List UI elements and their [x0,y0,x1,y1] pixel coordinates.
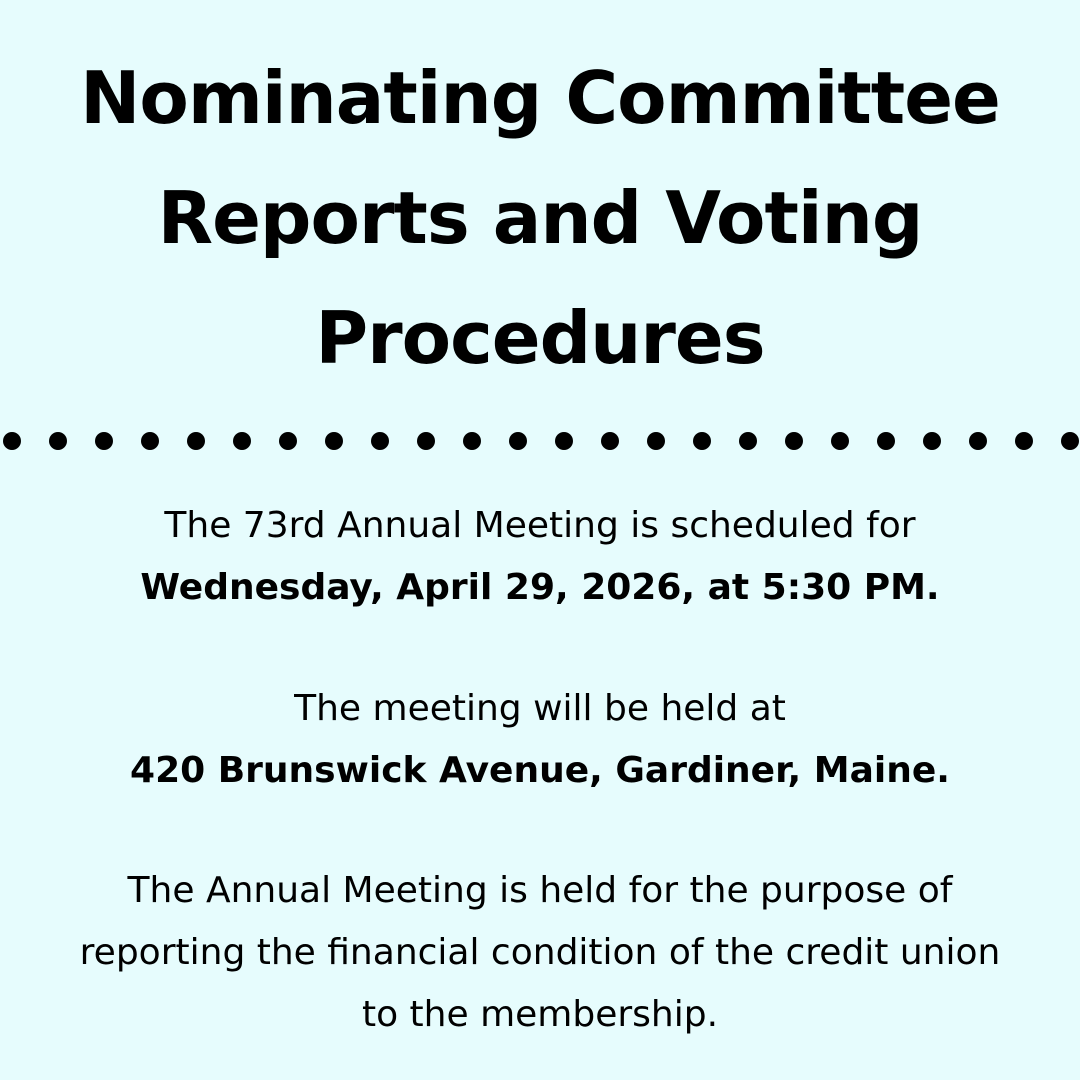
meeting-purpose [0,860,1080,1046]
divider-dot [877,432,895,450]
divider-dot [233,432,251,450]
divider-dot [555,432,573,450]
divider-dot [187,432,205,450]
purpose-line-3: to the membership. [361,994,719,1035]
divider-dot [923,432,941,450]
divider-dot [141,432,159,450]
divider-dot [1061,432,1079,450]
meeting-location [0,678,1080,802]
location-intro: The meeting will be held at [294,688,786,729]
purpose-line-1: The Annual Meeting is held for the purpose of [127,870,953,911]
divider-dot [49,432,67,450]
page-title [0,38,1080,398]
location-address: 420 Brunswick Avenue, Gardiner, Maine. [130,750,950,791]
dotted-divider [0,428,1080,454]
divider-dot [1015,432,1033,450]
divider-dot [371,432,389,450]
divider-dot [463,432,481,450]
meeting-date-time: Wednesday, April 29, 2026, at 5:30 PM. [140,567,940,608]
title-line-2: Reports and Voting [157,176,923,260]
title-line-3: Procedures [315,296,765,380]
divider-dot [693,432,711,450]
divider-dot [831,432,849,450]
divider-dot [785,432,803,450]
divider-dot [279,432,297,450]
divider-dot [509,432,527,450]
divider-dot [417,432,435,450]
divider-dot [325,432,343,450]
divider-dot [601,432,619,450]
title-line-1: Nominating Committee [80,56,1000,140]
meeting-schedule [0,495,1080,619]
divider-dot [647,432,665,450]
purpose-line-2: reporting the financial condition of the credit union [79,932,1001,973]
divider-dot [739,432,757,450]
divider-dot [3,432,21,450]
divider-dot [95,432,113,450]
divider-dot [969,432,987,450]
meeting-intro: The 73rd Annual Meeting is scheduled for [164,505,916,546]
